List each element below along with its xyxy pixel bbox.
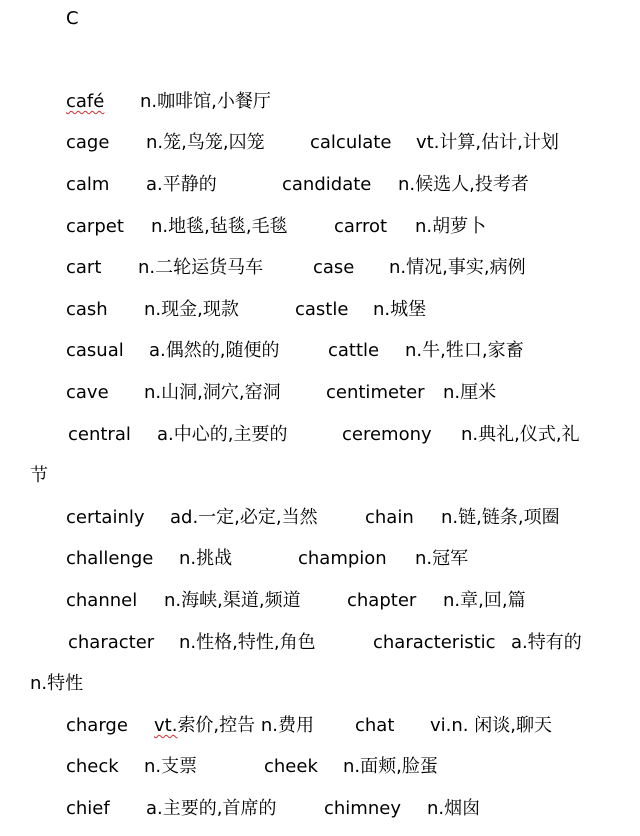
vocab-definition: n.牛,牲口,家畜 bbox=[405, 340, 524, 361]
vocab-line bbox=[0, 752, 640, 782]
section-heading-line bbox=[0, 4, 640, 34]
vocab-definition: a.偶然的,随便的 bbox=[149, 340, 280, 361]
vocab-definition: n.海峡,渠道,频道 bbox=[164, 590, 301, 611]
vocab-definition: n.城堡 bbox=[373, 299, 427, 320]
vocab-word: chief bbox=[66, 798, 110, 819]
vocab-line bbox=[0, 336, 640, 366]
vocab-line bbox=[0, 212, 640, 242]
vocab-word: cash bbox=[66, 299, 108, 320]
vocab-definition: n.典礼,仪式,礼 bbox=[461, 424, 580, 445]
vocab-word: chain bbox=[365, 507, 414, 528]
vocab-definition: n.挑战 bbox=[179, 548, 233, 569]
vocab-definition: a.特有的 bbox=[511, 632, 582, 653]
vocab-word: cattle bbox=[328, 340, 380, 361]
vocab-definition: ad.一定,必定,当然 bbox=[170, 507, 318, 528]
vocab-definition: a.中心的,主要的 bbox=[157, 424, 288, 445]
vocab-line bbox=[0, 628, 640, 658]
vocab-word: carrot bbox=[334, 216, 388, 237]
wrapped-definition: 节 bbox=[30, 465, 48, 486]
vocab-word: channel bbox=[66, 590, 138, 611]
vocab-line bbox=[0, 170, 640, 200]
vocab-line bbox=[0, 128, 640, 158]
vocab-definition-prefix: vt. bbox=[154, 715, 178, 736]
vocab-definition: n.咖啡馆,小餐厅 bbox=[140, 91, 271, 112]
vocab-definition: n.胡萝卜 bbox=[415, 216, 487, 237]
vocab-line bbox=[0, 711, 640, 741]
vocab-word: chat bbox=[355, 715, 395, 736]
vocab-word: chapter bbox=[347, 590, 417, 611]
vocab-line bbox=[0, 794, 640, 824]
vocab-word: candidate bbox=[282, 174, 372, 195]
vocab-word: cave bbox=[66, 382, 109, 403]
vocab-word: casual bbox=[66, 340, 124, 361]
vocab-line bbox=[0, 420, 640, 450]
vocab-definition: n.地毯,毡毯,毛毯 bbox=[151, 216, 288, 237]
vocab-definition: n.章,回,篇 bbox=[443, 590, 526, 611]
wrapped-definition: n.特性 bbox=[30, 673, 84, 694]
vocab-line bbox=[0, 586, 640, 616]
vocab-line bbox=[0, 544, 640, 574]
vocab-definition: n.烟囱 bbox=[427, 798, 481, 819]
vocab-word: cheek bbox=[264, 756, 318, 777]
vocab-definition: n.二轮运货马车 bbox=[138, 257, 264, 278]
vocab-word: café bbox=[66, 91, 105, 112]
vocab-word: champion bbox=[298, 548, 387, 569]
vocab-word: castle bbox=[295, 299, 349, 320]
vocab-line bbox=[0, 503, 640, 533]
vocab-word: characteristic bbox=[373, 632, 496, 653]
wrapped-line bbox=[0, 461, 640, 491]
vocab-line bbox=[0, 378, 640, 408]
vocab-definition: n.情况,事实,病例 bbox=[389, 257, 526, 278]
vocab-line bbox=[0, 253, 640, 283]
vocab-line bbox=[0, 87, 640, 117]
section-heading: C bbox=[66, 8, 79, 29]
vocab-word: calculate bbox=[310, 132, 392, 153]
vocab-definition: vi.n. 闲谈,聊天 bbox=[430, 715, 552, 736]
vocab-word: challenge bbox=[66, 548, 154, 569]
vocab-definition: n.笼,鸟笼,囚笼 bbox=[146, 132, 265, 153]
vocab-definition: n.冠军 bbox=[415, 548, 469, 569]
vocab-definition: n.面颊,脸蛋 bbox=[343, 756, 438, 777]
vocab-word: central bbox=[68, 424, 131, 445]
vocab-word: ceremony bbox=[342, 424, 432, 445]
vocab-word: chimney bbox=[324, 798, 401, 819]
vocab-word: centimeter bbox=[326, 382, 425, 403]
vocab-word: character bbox=[68, 632, 155, 653]
vocab-word: case bbox=[313, 257, 355, 278]
vocab-definition: n.厘米 bbox=[443, 382, 497, 403]
vocab-word: certainly bbox=[66, 507, 145, 528]
vocab-definition: vt.计算,估计,计划 bbox=[416, 132, 559, 153]
wrapped-line bbox=[0, 669, 640, 699]
vocab-word: calm bbox=[66, 174, 110, 195]
vocab-word: carpet bbox=[66, 216, 124, 237]
vocab-word: cart bbox=[66, 257, 102, 278]
vocab-word: cage bbox=[66, 132, 110, 153]
vocab-word: charge bbox=[66, 715, 128, 736]
vocab-definition: n.候选人,投考者 bbox=[398, 174, 529, 195]
vocab-definition: a.主要的,首席的 bbox=[146, 798, 277, 819]
vocab-definition: a.平静的 bbox=[146, 174, 217, 195]
vocab-definition bbox=[154, 711, 314, 741]
vocab-definition: n.山洞,洞穴,窑洞 bbox=[144, 382, 281, 403]
vocab-word: check bbox=[66, 756, 119, 777]
vocab-line bbox=[0, 295, 640, 325]
vocab-definition: n.支票 bbox=[144, 756, 198, 777]
vocab-definition: n.现金,现款 bbox=[144, 299, 239, 320]
vocab-definition: n.性格,特性,角色 bbox=[179, 632, 316, 653]
vocab-definition: n.链,链条,项圈 bbox=[441, 507, 560, 528]
vocab-definition-text: 索价,控告 n.费用 bbox=[177, 715, 315, 736]
